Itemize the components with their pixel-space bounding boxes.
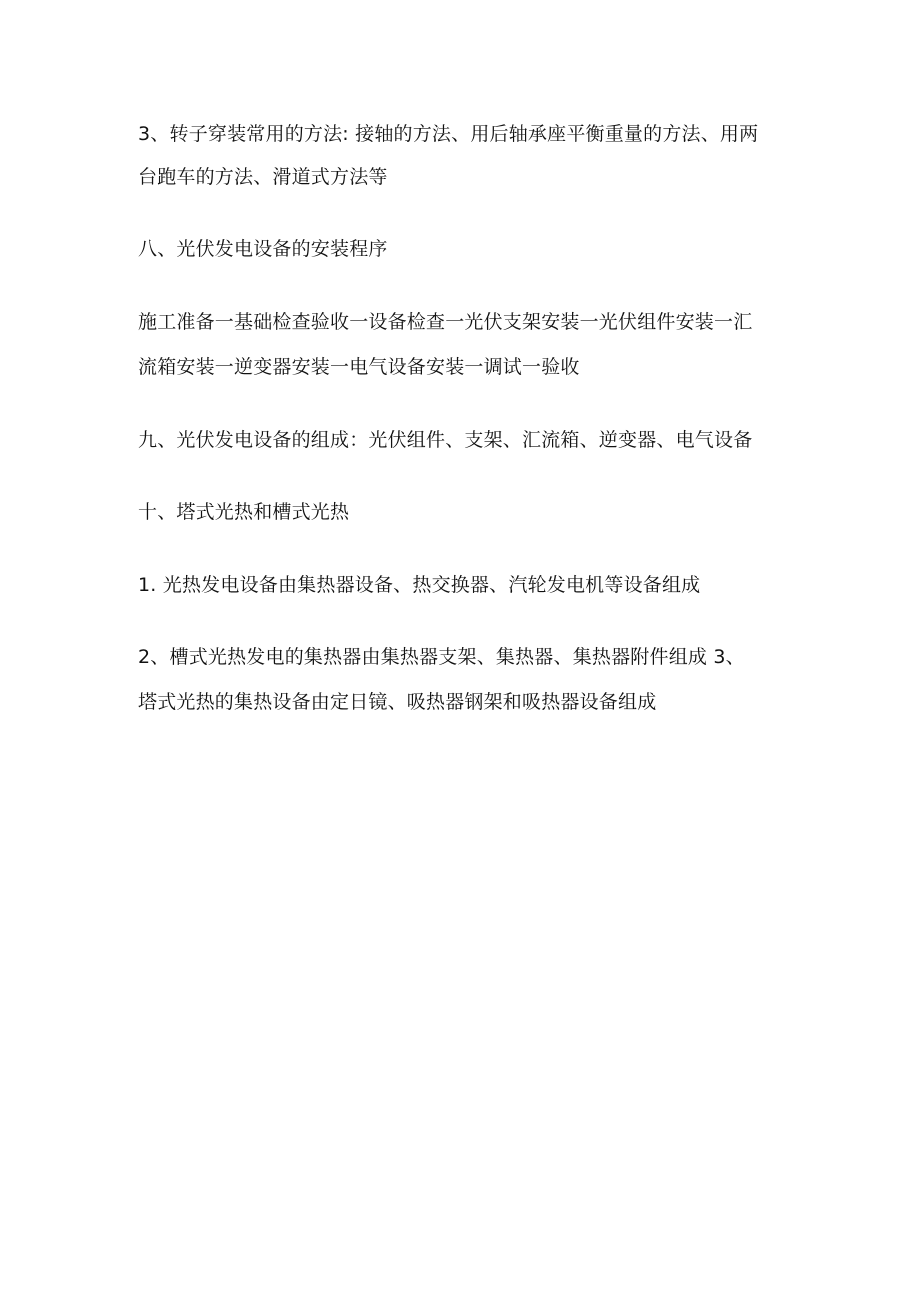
heading-tower-trough-solar-thermal: 十、塔式光热和槽式光热 <box>138 501 350 523</box>
paragraph-pv-equipment-composition: 九、光伏发电设备的组成：光伏组件、支架、汇流箱、逆变器、电气设备 <box>138 429 753 451</box>
paragraph-tower-collector-line-2: 塔式光热的集热设备由定日镜、吸热器钢架和吸热器设备组成 <box>138 691 657 713</box>
paragraph-pv-procedure-line-1: 施工准备一基础检查验收一设备检查一光伏支架安装一光伏组件安装一汇 <box>138 311 753 333</box>
heading-pv-installation-procedure: 八、光伏发电设备的安装程序 <box>138 238 388 260</box>
paragraph-solar-thermal-equipment: 1. 光热发电设备由集热器设备、热交换器、汽轮发电机等设备组成 <box>138 574 701 596</box>
paragraph-rotor-installation-line-1: 3、转子穿装常用的方法: 接轴的方法、用后轴承座平衡重量的方法、用两 <box>138 123 759 145</box>
paragraph-pv-procedure-line-2: 流箱安装一逆变器安装一电气设备安装一调试一验收 <box>138 356 580 378</box>
paragraph-trough-collector-line-1: 2、槽式光热发电的集热器由集热器支架、集热器、集热器附件组成 3、 <box>138 646 745 668</box>
paragraph-rotor-installation-line-2: 台跑车的方法、滑道式方法等 <box>138 166 388 188</box>
